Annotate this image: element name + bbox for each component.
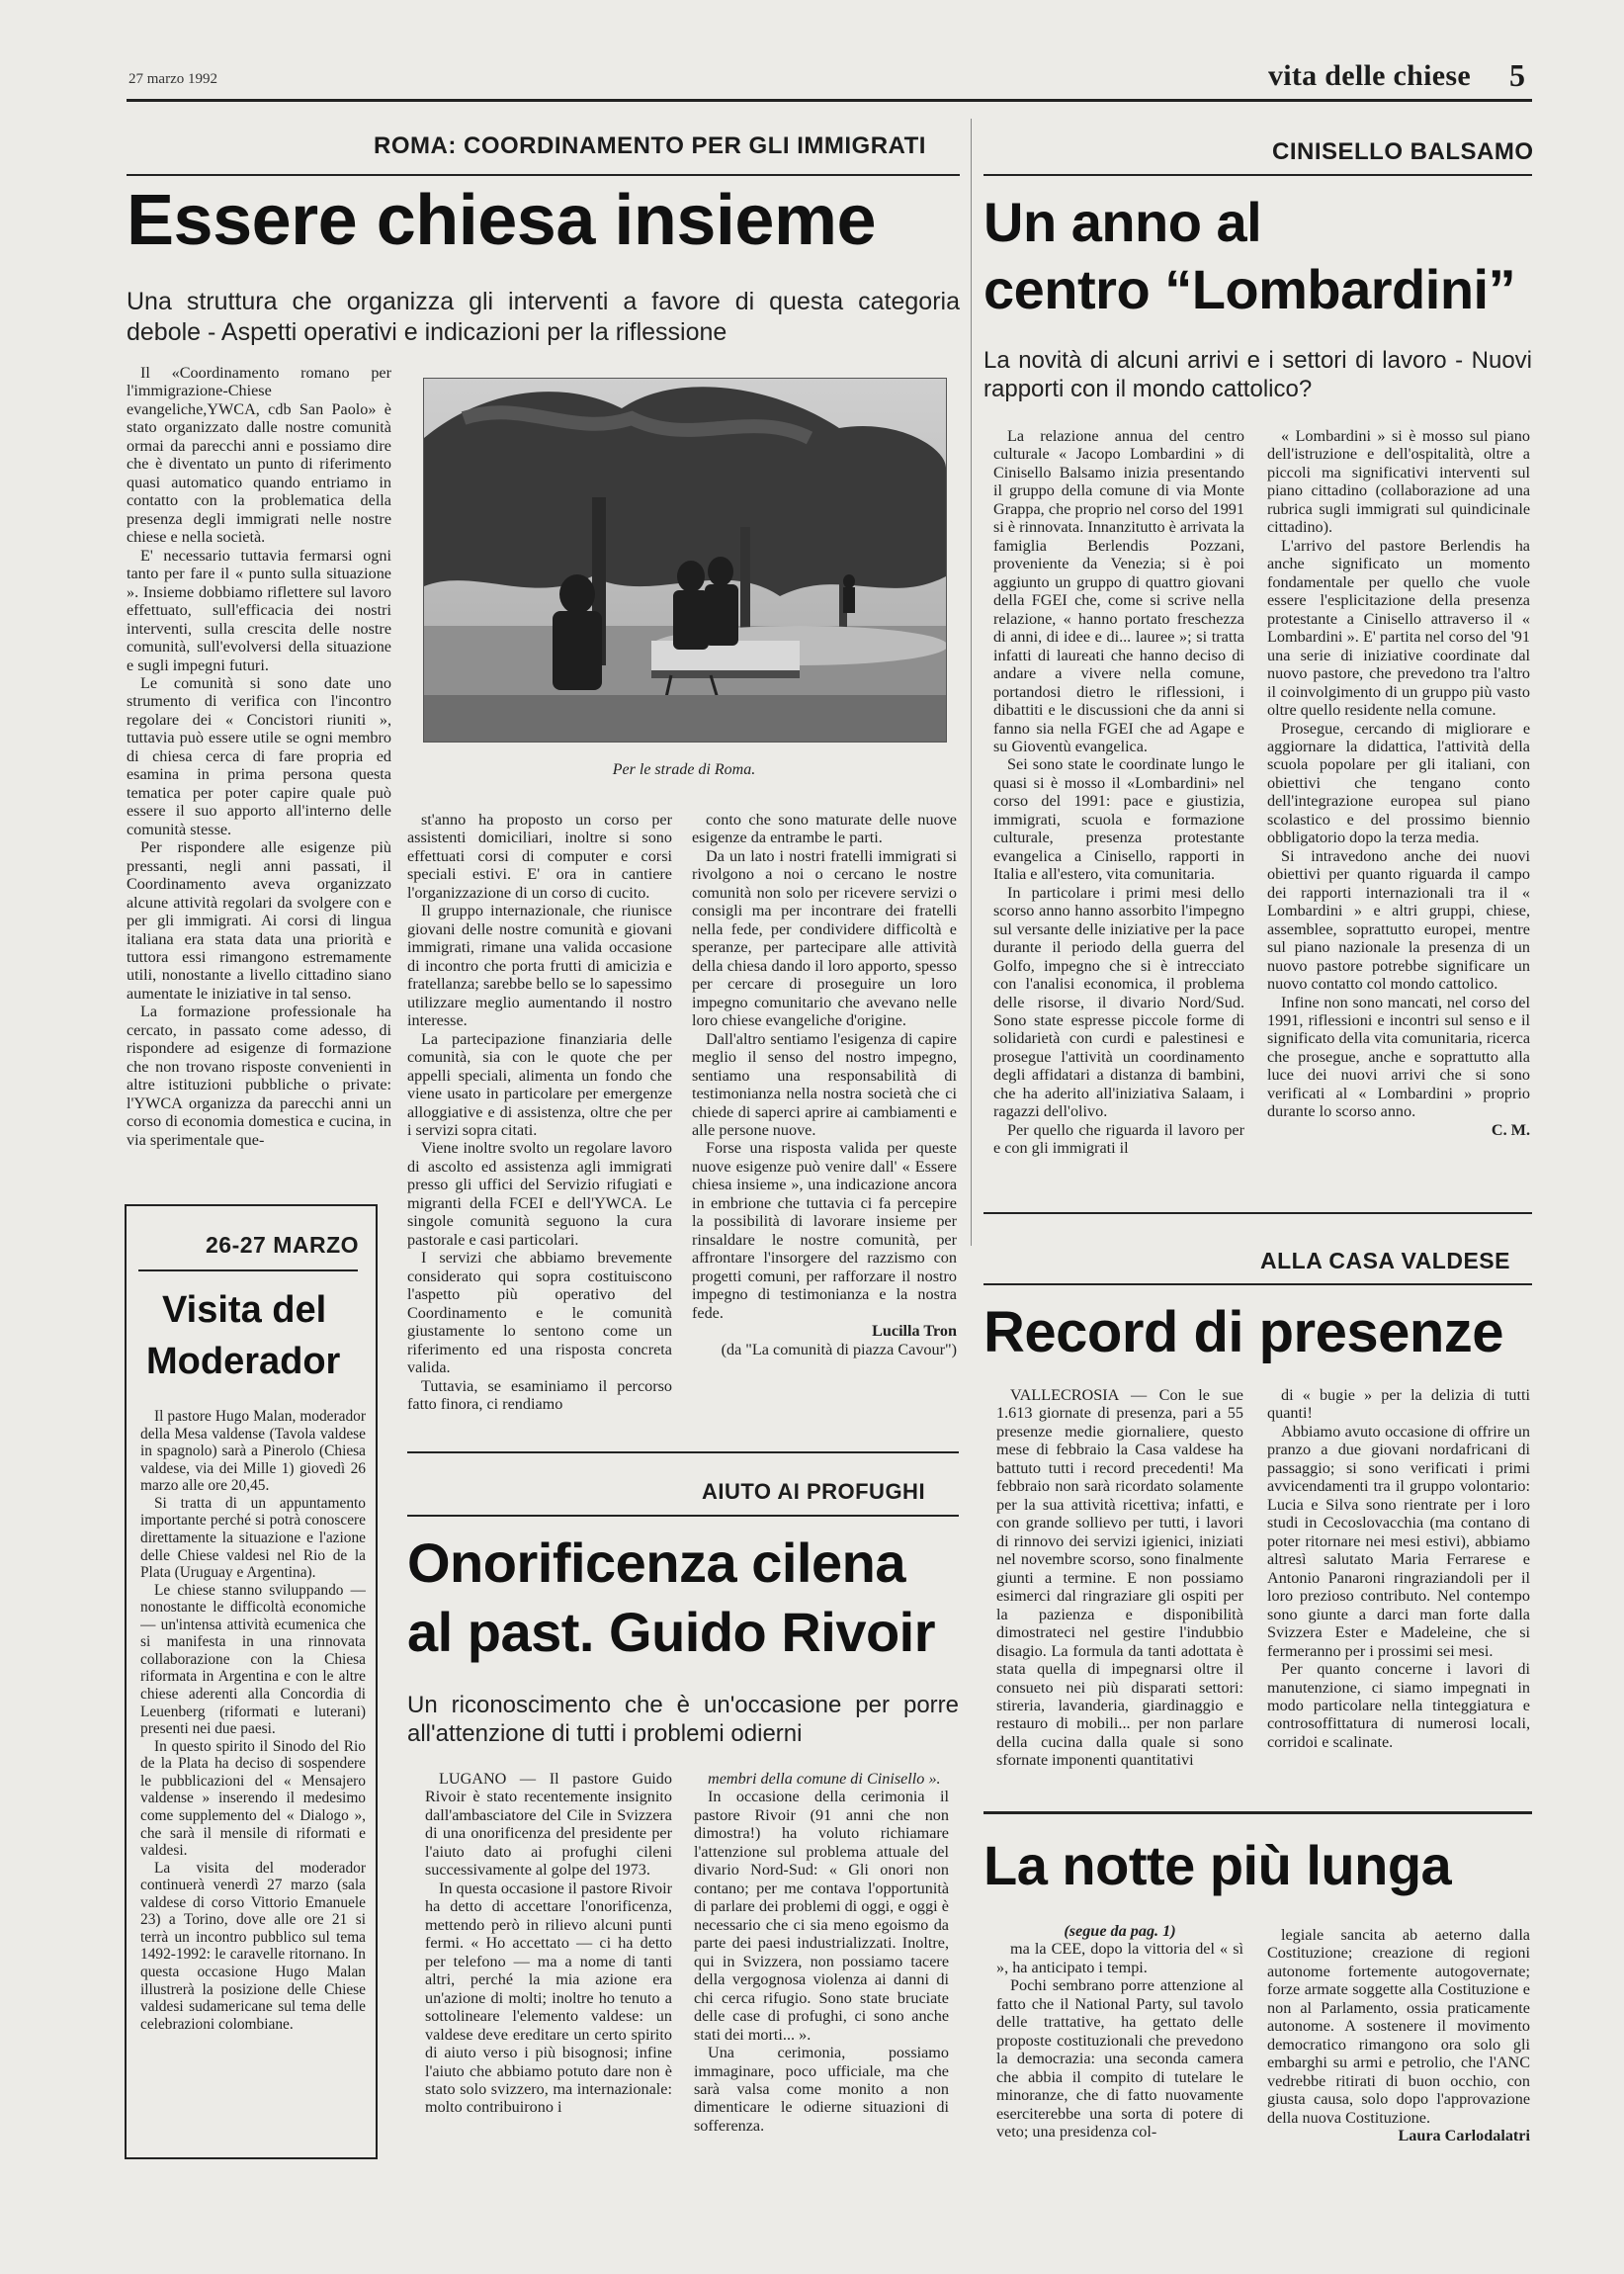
cinisello-col2-p3: Prosegue, cercando di migliorare e aggiornare la didattica, l'attività della scuola popolare per gli italiani, con obiettivi che tengano conto dell'integrazione europea sul piano scolastico e del prossimo biennio obbligatorio dopo la terza media. xyxy=(1267,719,1530,847)
cileno-col2-p1: membri della comune di Cinisello ». xyxy=(708,1770,941,1788)
cileno-col2-p3: Una cerimonia, possiamo immaginare, poco ufficiale, ma che sarà valsa come monito a non dimenticare le odierne situazioni di sofferenza. xyxy=(694,2044,949,2135)
cileno-title-line2: al past. Guido Rivoir xyxy=(407,1601,936,1663)
notte-col2-p1: legiale sancita ab aeterno dalla Costituzione; creazione di regioni autonome fortemente autogovernate; forze armate soggette alla Costituzione e non al Parlamento, ossia praticamente autonome. A sostenere il movimento democratico rimangono ora solo gli embarghi su armi e petrolio, che l'ANC vedrebbe ritirati di buon occhio, con giusta causa, solo dopo l'approvazione della nuova Costituzione. xyxy=(1267,1926,1530,2127)
roma-kicker: ROMA: COORDINAMENTO PER GLI IMMIGRATI xyxy=(374,132,926,159)
moderador-p3: Le chiese stanno sviluppando — nonostante le difficoltà economiche — un'intensa attività ecumenica che si manifesta in una rinnovata collaborazione con la Chiesa riformata in Argentina e con le altre chiese aderenti alla Concordia di Leuenberg (riformati e luterani) presenti nei due paesi. xyxy=(140,1581,366,1738)
notte-signature: Laura Carlodalatri xyxy=(1398,2127,1530,2145)
valdese-top-rule xyxy=(983,1212,1532,1214)
valdese-col2-p1: di « bugie » per la delizia di tutti quanti! xyxy=(1267,1386,1530,1423)
valdese-col1-p1: VALLECROSIA — Con le sue 1.613 giornate di presenza, pari a 55 presenze medie giornaliere, questo mese di febbraio la Casa valdese ha battuto tutti i record precedenti! Ma febbraio non sarà ricordato solamente per la sua attività ricettiva; infatti, e con grande sollievo per tutti, i lavori di rinnovo dei servizi igienici, iniziati nel novembre scorso, sono finalmente giunti a termine. E non possiamo esimerci dal ringraziare gli ospiti per la pazienza e disponibilità dimostrateci nel gestire l'indubbio disagio. La formula da tanti adottata è stata quella di impegnarsi oltre il consueto nei più disparati settori: stireria, lavanderia, giardinaggio e restauro di mobili... per non parlare della cucina dalla quale si sono sfornate imponenti quantitativi xyxy=(996,1386,1243,1770)
roma-kicker-rule xyxy=(127,174,960,176)
cinisello-signature: C. M. xyxy=(1491,1120,1530,1139)
cileno-col-1 xyxy=(425,1770,672,2165)
roma-photo xyxy=(423,378,947,743)
roma-source: (da "La comunità di piazza Cavour") xyxy=(721,1340,957,1358)
valdese-col-1 xyxy=(996,1386,1243,1792)
roma-col1-p5: La formazione professionale ha cercato, in passato come adesso, di rispondere ad esigenze di formazione che non trovano risposte convenienti in altre istituzioni pubbliche o private: l'YWCA organizza da parecchi anni un corso di economia domestica e cucina, in via sperimentale que- xyxy=(127,1003,391,1149)
cinisello-col1-p1: La relazione annua del centro culturale « Jacopo Lombardini » di Cinisello Balsamo inizia presentando il gruppo della comune di via Monte Grappa, che proprio nel corso del 1991 si è rinnovata. Innanzitutto è arrivata la famiglia Berlendis Pozzani, proveniente da Venezia; si è poi aggiunto un gruppo di quattro giovani della FGEI che, come si scrive nella relazione, « hanno portato freschezza di anni, di idee e di... lauree »; si tratta infatti di laureati che hanno deciso di andare a vivere nella comune, portandosi dietro le riflessioni, i dibattiti e le discussioni che da anni si fanno sia nella FGEI che ad Agape e su Gioventù evangelica. xyxy=(993,427,1244,755)
moderador-p1: Il pastore Hugo Malan, moderador della Mesa valdense (Tavola valdese in spagnolo) sarà a Pinerolo (Chiesa valdese, via dei Mille 1) giovedì 26 marzo alle ore 20,45. xyxy=(140,1408,366,1495)
cileno-col2-p2: In occasione della cerimonia il pastore Rivoir (91 anni che non dimostra!) ha voluto richiamare l'attenzione sul problema attuale del divario Nord-Sud: « Gli onori non contano; per me contava l'opportunità di parlare dei problemi di oggi, e oggi è necessario che ci sia meno egoismo da parte dei paesi industrializzati. Inoltre, qui in Svizzera, non possiamo tacere della vergognosa violenza ai danni di chi cerca rifugio. Sono state bruciate delle case di profughi, ci sono anche stati dei morti... ». xyxy=(694,1788,949,2044)
cinisello-title-line1: Un anno al xyxy=(983,191,1262,253)
cinisello-col2-p5: Infine non sono mancati, nel corso del 1991, riflessioni e incontri sul senso e il significato della vita comunitaria, ricerca che prosegue, anche e soprattutto alla luce dei nuovi arrivi che si sono verificati al « Lombardini » proprio durante lo scorso anno. xyxy=(1267,993,1530,1121)
notte-col1-p1: ma la CEE, dopo la vittoria del « sì », ha anticipato i tempi. xyxy=(996,1940,1243,1976)
moderador-title-line2: Moderador xyxy=(146,1341,341,1382)
notte-col1-p2: Pochi sembrano porre attenzione al fatto che il National Party, sul tavolo delle trattative, ha gettato delle proposte costituzionali che prevedono la democrazia: una seconda camera che abbia il compito di tutelare le minoranze, che di fatto nuovamente eserciterebbe una sorta di potere di veto; una presidenza col- xyxy=(996,1976,1243,2142)
roma-col2-p5: I servizi che abbiamo brevemente considerato qui sopra costituiscono l'aspetto più operativo del Coordinamento e le comunità giustamente lo sentono come un riferimento ed una risposta concreta valida. xyxy=(407,1249,672,1377)
roma-col2-p6: Tuttavia, se esaminiamo il percorso fatto finora, ci rendiamo xyxy=(407,1376,672,1413)
cileno-top-rule xyxy=(407,1451,959,1453)
cinisello-deck: La novità di alcuni arrivi e i settori di lavoro - Nuovi rapporti con il mondo cattolico? xyxy=(983,347,1532,403)
moderador-date: 26-27 MARZO xyxy=(206,1232,360,1258)
notte-col-1 xyxy=(996,1922,1243,2159)
valdese-kicker-rule xyxy=(983,1283,1532,1285)
roma-col1-p3: Le comunità si sono date uno strumento di verifica con l'incontro regolare dei « Concistori riuniti », tuttavia può essere utile se ogni membro di chiesa cerca di fare propria ed esamina in prima persona questa tematica per poter capire quale può essere il suo apporto all'interno delle comunità stesse. xyxy=(127,673,391,838)
roma-col3-p2: Da un lato i nostri fratelli immigrati si rivolgono a noi o cercano le nostre comunità non solo per ricevere servizi o consigli ma per incontrare dei fratelli nella fede, per condividere difficoltà e speranze, per partecipare alle attività della chiesa dando il loro apporto, spesso per cercare di proseguire un loro impegno comunitario che avevano nelle loro chiese evangeliche d'origine. xyxy=(692,846,957,1030)
cinisello-title-line2: centro “Lombardini” xyxy=(983,258,1516,320)
column-divider xyxy=(971,119,972,1246)
cinisello-col2-p2: L'arrivo del pastore Berlendis ha anche significato un momento fondamentale per quello che vuole essere l'esplicitazione della presenza protestante a Cinisello attraverso il « Lombardini ». E' partita nel corso del '91 una serie di iniziative coordinate dal nuovo pastore, che prevedono tra l'altro il coinvolgimento di un gruppo più vasto oltre quello residente nella comune. xyxy=(1267,536,1530,720)
cileno-col1-p1: LUGANO — Il pastore Guido Rivoir è stato recentemente insignito dall'ambasciatore del Cile in Svizzera di una onorificenza del presidente per l'aiuto dato ai profughi cileni successivamente al golpe del 1973. xyxy=(425,1770,672,1880)
notte-col-2 xyxy=(1267,1926,1530,2163)
cinisello-col1-p4: Per quello che riguarda il lavoro per e con gli immigrati il xyxy=(993,1120,1244,1158)
header-rule xyxy=(127,99,1532,102)
valdese-col-2 xyxy=(1267,1386,1530,1792)
roma-col2-p2: Il gruppo internazionale, che riunisce giovani delle nostre comunità e giovani immigrati, rimane una valida occasione di incontro che porta frutti di amicizia e fratellanza; sarebbe bello se lo sapessimo utilizzare meglio aumentando il nostro interesse. xyxy=(407,902,672,1030)
cileno-col-2 xyxy=(694,1770,949,2165)
moderador-title-line1: Visita del xyxy=(162,1289,327,1331)
roma-col3-p3: Dall'altro sentiamo l'esigenza di capire meglio il senso del nostro impegno, sentiamo una responsabilità di testimonianza nella nostra società che ci chiede di saperci aprire ai cambiamenti e alle persone nuove. xyxy=(692,1029,957,1139)
cinisello-col-2 xyxy=(1267,427,1530,1198)
roma-col3-p1: conto che sono maturate delle nuove esigenze da entrambe le parti. xyxy=(692,811,957,847)
cinisello-kicker: CINISELLO BALSAMO xyxy=(1272,138,1534,165)
roma-col1-p2: E' necessario tuttavia fermarsi ogni tanto per fare il « punto sulla situazione ». Insieme dobbiamo riflettere sul lavoro effettuato, sull'efficacia dei nostri interventi, sulla crescita delle nostre comunità, sull'evolversi della situazione e sugli impegni futuri. xyxy=(127,546,391,674)
valdese-col2-p3: Per quanto concerne i lavori di manutenzione, ci siamo impegnati in modo particolare nella tinteggiatura e controsoffittatura di numerosi locali, corridoi e scalinate. xyxy=(1267,1660,1530,1751)
moderador-body xyxy=(140,1408,366,2140)
issue-date: 27 marzo 1992 xyxy=(128,71,217,87)
moderador-p5: La visita del moderador continuerà venerdì 27 marzo (sala valdese di corso Vittorio Emanuele 23) a Torino, dove alle ore 21 si terrà un incontro pubblico sul tema 1492-1992: le caravelle ritornano. In questa occasione Hugo Malan illustrerà la posizione delle Chiese valdesi sudamericane sul tema delle celebrazioni colombiane. xyxy=(140,1859,366,2033)
cileno-deck: Un riconoscimento che è un'occasione per porre all'attenzione di tutti i problemi odierni xyxy=(407,1692,959,1748)
roma-col1-p1: Il «Coordinamento romano per l'immigrazione-Chiese evangeliche,YWCA, cdb San Paolo» è stato organizzato dalle nostre comunità ormai da parecchi anni e possiamo dire che è diventato un punto di riferimento quasi automatico quando entriamo in contatto con la problematica della presenza degli immigrati nelle nostre chiese e nella società. xyxy=(127,364,391,547)
moderador-p2: Si tratta di un appuntamento importante perché si potrà conoscere direttamente la situazione e l'azione delle Chiese valdesi nel Rio de la Plata (Uruguay e Argentina). xyxy=(140,1494,366,1582)
valdese-col2-p2: Abbiamo avuto occasione di offrire un pranzo a due giovani nordafricani di passaggio; si sono verificati i primi avvicendamenti tra il gruppo volontario: Lucia e Silva sono rientrate per i loro studi in Cecoslovacchia (ma contano di poter ritornare nei mesi estivi), abbiamo altresì salutato Maria Ferrarese e Antonio Panaroni ringraziandoli per il loro prezioso contributo. Nel contempo sono giunte a darci man forte dalla Svizzera Ester e Madeleine, che si fermeranno per i prossimi sei mesi. xyxy=(1267,1422,1530,1660)
roma-photo-caption: Per le strade di Roma. xyxy=(612,761,756,778)
cileno-kicker-rule xyxy=(407,1515,959,1517)
cileno-col1-p2: In questa occasione il pastore Rivoir ha detto di accettare l'onorificenza, mettendo però in rilievo alcuni punti fermi. « Ho accettato — ci ha detto per telefono — ma a nome di tanti altri, perché la mia azione era un'azione di molti; inoltre ho tenuto a sottolineare l'elemento valdese: un valdese deve ereditare un certo spirito di aiuto verso i più bisognosi; infine l'aiuto che abbiamo potuto dare non è stato solo svizzero, ma internazionale: molto contribuirono i xyxy=(425,1879,672,2117)
moderador-p4: In questo spirito il Sinodo del Rio de la Plata ha deciso di sospendere le pubblicazioni del « Mensajero valdense » inserendo il medesimo come supplemento del « Dialogo », che sarà il mensile di riformati e valdesi. xyxy=(140,1737,366,1860)
roma-col-2 xyxy=(407,811,672,1443)
roma-col1-p4: Per rispondere alle esigenze più pressanti, negli anni passati, il Coordinamento aveva organizzato alcune attività regolari da svolgere con e per gli immigrati. Ai corsi di lingua italiana era stata data una priorità e tuttora essi rimangono estremamente utili, nonostante a livello cittadino siano aumentate le iniziative in tal senso. xyxy=(127,838,391,1003)
cinisello-kicker-rule xyxy=(983,174,1532,176)
roma-title: Essere chiesa insieme xyxy=(127,181,877,260)
page-number: 5 xyxy=(1509,57,1525,93)
cinisello-col-1 xyxy=(993,427,1244,1198)
cinisello-col2-p4: Si intravedono anche dei nuovi obiettivi per quanto riguarda il campo dei rapporti internazionali tra il « Lombardini » e altri gruppi, chiese, assemblee, soprattutto europei, mentre sul piano nazionale la presenza di un nuovo pastore potrebbe significare un nuovo contatto col mondo cattolico. xyxy=(1267,846,1530,994)
section-name: vita delle chiese xyxy=(1267,59,1471,92)
roma-col-1 xyxy=(127,364,391,1189)
cinisello-col1-p3: In particolare i primi mesi dello scorso anno hanno assorbito l'impegno sul versante delle iniziative per la pace durante il periodo della guerra del Golfo, impegno che si è intrecciato con l'analisi economica, il problema delle risorse, il divario Nord/Sud. Sono state espresse piccole forme di solidarietà con curdi e palestinesi e proseguе l'attività un coordinamento degli affidatari a distanza di bambini, che ha aderito all'iniziativa Salaam, i ragazzi dell'olivo. xyxy=(993,883,1244,1121)
roma-col2-p4: Viene inoltre svolto un regolare lavoro di ascolto ed assistenza agli immigrati presso gli uffici del Servizio rifugiati e migranti della FCEI e dell'YWCA. Le singole comunità seguono la cura pastorale e casi particolari. xyxy=(407,1139,672,1249)
cinisello-col1-p2: Sei sono state le coordinate lungo le quasi si è mosso il «Lombardini» nel corso del 1991: pace e giustizia, immigrati, scuola e formazione culturale, presenza protestante evangelica a Cinisello, rapporti in Italia e all'estero, vita comunitaria. xyxy=(993,755,1244,884)
notte-title: La notte più lunga xyxy=(983,1834,1452,1896)
roma-col-3 xyxy=(692,811,957,1443)
roma-signature: Lucilla Tron xyxy=(872,1322,957,1341)
roma-deck: Una struttura che organizza gli interventi a favore di questa categoria debole - Aspetti operativi e indicazioni per la riflessione xyxy=(127,288,960,346)
street-photo-image xyxy=(424,379,946,742)
roma-col2-p1: st'anno ha proposto un corso per assistenti domiciliari, inoltre si sono effettuati corsi di computer e corsi speciali estivi. E' ora in cantiere l'organizzazione di un corso di cucito. xyxy=(407,811,672,902)
notte-continued: (segue da pag. 1) xyxy=(1064,1922,1176,1940)
cileno-kicker: AIUTO AI PROFUGHI xyxy=(702,1479,926,1504)
moderador-date-rule xyxy=(138,1269,358,1271)
valdese-kicker: ALLA CASA VALDESE xyxy=(1260,1248,1510,1273)
cinisello-col2-p1: « Lombardini » si è mosso sul piano dell'istruzione e dell'ospitalità, oltre a piccoli ma significativi interventi sul piano cittadino (collaborazione ad una rubrica sugli immigrati sul quindicinale cittadino). xyxy=(1267,427,1530,537)
valdese-title: Record di presenze xyxy=(983,1300,1504,1364)
roma-col3-p4: Forse una risposta valida per queste nuove esigenze può venire dall' « Essere chiesa insieme », una indicazione ancora in embrione che tuttavia ci fa percepire la possibilità di lavorare insieme per rinsaldare le nostre comunità, per affrontare l'insorgere del razzismo con progetti comuni, per rafforzare il nostro impegno di testimonianza e la nostra fede. xyxy=(692,1139,957,1322)
roma-col2-p3: La partecipazione finanziaria delle comunità, sia con le quote che per appelli speciali, alimenta un fondo che viene usato in particolare per emergenze alloggiative e di assistenza, oltre che per i servizi sopra citati. xyxy=(407,1029,672,1139)
cileno-title-line1: Onorificenza cilena xyxy=(407,1531,905,1594)
notte-top-rule xyxy=(983,1811,1532,1814)
